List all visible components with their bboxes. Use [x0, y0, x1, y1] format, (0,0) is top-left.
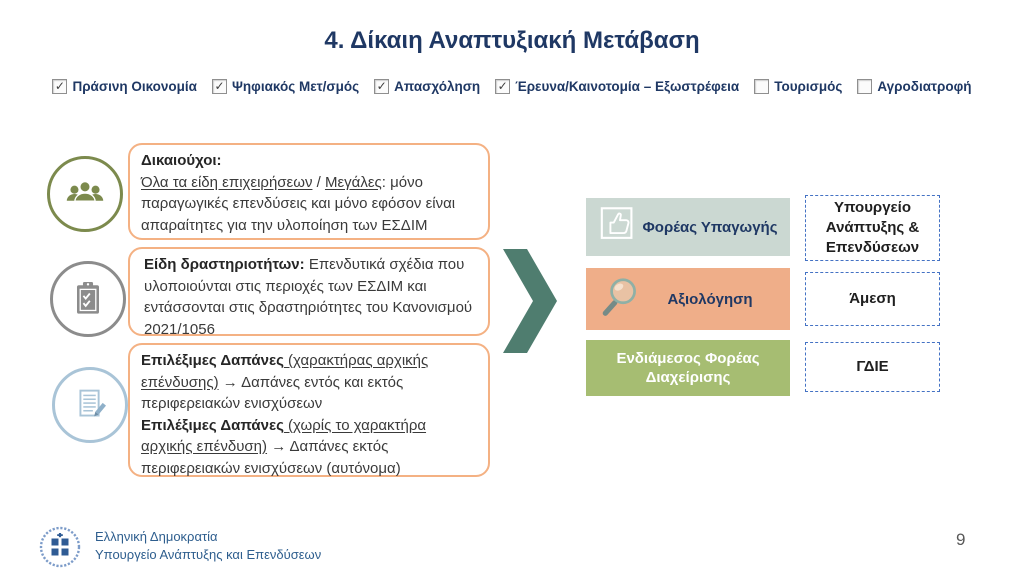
beneficiaries-box	[128, 143, 490, 240]
check-glyph: ✓	[214, 78, 225, 93]
footer-org	[95, 528, 321, 564]
eligible-expenses-text-2: → Δαπάνες εκτός περιφερειακών ενισχύσεων (αυτόνομα)	[141, 438, 401, 477]
stage-endiamesos-foreas	[586, 340, 790, 396]
footer-org-line2: Υπουργείο Ανάπτυξης και Επενδύσεων	[95, 547, 322, 562]
beneficiaries-heading: Δικαιούχοι:	[141, 152, 222, 169]
activity-types-text: Επενδυτικά σχέδια που υλοποιούνται στις περιοχές των ΕΣΔΙΜ και εντάσσονται στις δραστηριότητες του Κανονισμού 2021/1056	[144, 256, 473, 338]
value-label: Υπουργείο Ανάπτυξης & Επενδύσεων	[825, 199, 920, 256]
eligible-expenses-box	[128, 343, 490, 477]
eligible-expenses-heading-1: Επιλέξιμες Δαπάνες	[141, 352, 284, 369]
value-box-gdie	[805, 342, 940, 392]
checked-checkbox-icon	[212, 79, 227, 94]
sector-checkbox-row	[0, 79, 1024, 94]
thumbs-up-icon	[598, 204, 640, 251]
activity-types-heading: Είδη δραστηριοτήτων:	[144, 256, 305, 273]
value-box-ministry	[805, 195, 940, 261]
sector-label: Ψηφιακός Μετ/σμός	[232, 79, 360, 94]
beneficiaries-underline-2: Μεγάλες	[324, 173, 382, 191]
greek-emblem-logo	[38, 524, 82, 573]
footer-org-line1: Ελληνική Δημοκρατία	[95, 529, 218, 544]
sector-tag-research	[495, 79, 739, 94]
checked-checkbox-icon	[495, 79, 510, 94]
page-title: 4. Δίκαιη Αναπτυξιακή Μετάβαση	[324, 27, 700, 54]
beneficiaries-text-1: /	[312, 173, 325, 191]
people-group-icon	[47, 156, 123, 232]
sector-label: Απασχόληση	[394, 79, 481, 94]
magnifier-icon	[598, 274, 644, 325]
value-label: ΓΔΙΕ	[856, 358, 889, 375]
sector-label: Πράσινη Οικονομία	[72, 79, 197, 94]
checked-checkbox-icon	[52, 79, 67, 94]
checked-checkbox-icon	[374, 79, 389, 94]
eligible-expenses-underline-1: (χαρακτήρας αρχικής επένδυσης)	[141, 352, 429, 391]
document-edit-icon	[52, 367, 128, 443]
eligible-expenses-heading-2: Επιλέξιμες Δαπάνες	[141, 416, 284, 434]
check-glyph: ✓	[54, 78, 65, 93]
sector-label: Έρευνα/Καινοτομία – Εξωστρέφεια	[515, 79, 740, 94]
stage-label: Ενδιάμεσος Φορέας Διαχείρισης	[616, 350, 760, 386]
check-glyph: ✓	[376, 78, 387, 93]
unchecked-checkbox-icon	[857, 79, 872, 94]
value-label: Άμεση	[849, 290, 896, 307]
sector-tag-green-economy	[52, 79, 197, 94]
stage-foreas-ypagogis	[586, 198, 790, 256]
activity-types-box	[128, 247, 490, 336]
stage-label: Φορέας Υπαγωγής	[642, 218, 778, 236]
sector-tag-employment	[374, 79, 480, 94]
clipboard-check-icon	[50, 261, 126, 337]
page-number: 9	[956, 530, 966, 549]
stage-label: Αξιολόγηση	[667, 290, 753, 308]
sector-label: Τουρισμός	[774, 79, 843, 94]
value-box-amesi	[805, 272, 940, 326]
check-glyph: ✓	[497, 78, 508, 93]
beneficiaries-text-2: : μόνο παραγωγικές επενδύσεις και μόνο εφόσον είναι απαραίτητες για την υλοποίηση των ΕΣΔΙΜ	[141, 173, 456, 234]
beneficiaries-underline-1: Όλα τα είδη επιχειρήσεων	[141, 173, 313, 191]
eligible-expenses-text-1: → Δαπάνες εντός και εκτός περιφερειακών ενισχύσεων	[141, 373, 404, 412]
eligible-expenses-underline-2: (χωρίς το χαρακτήρα αρχικής επένδυση)	[141, 416, 427, 455]
chevron-right-icon	[503, 249, 557, 358]
sector-tag-digital	[212, 79, 359, 94]
sector-label: Αγροδιατροφή	[877, 79, 972, 94]
unchecked-checkbox-icon	[754, 79, 769, 94]
sector-tag-tourism	[754, 79, 842, 94]
sector-tag-agrifood	[857, 79, 971, 94]
stage-axiologisi	[586, 268, 790, 330]
